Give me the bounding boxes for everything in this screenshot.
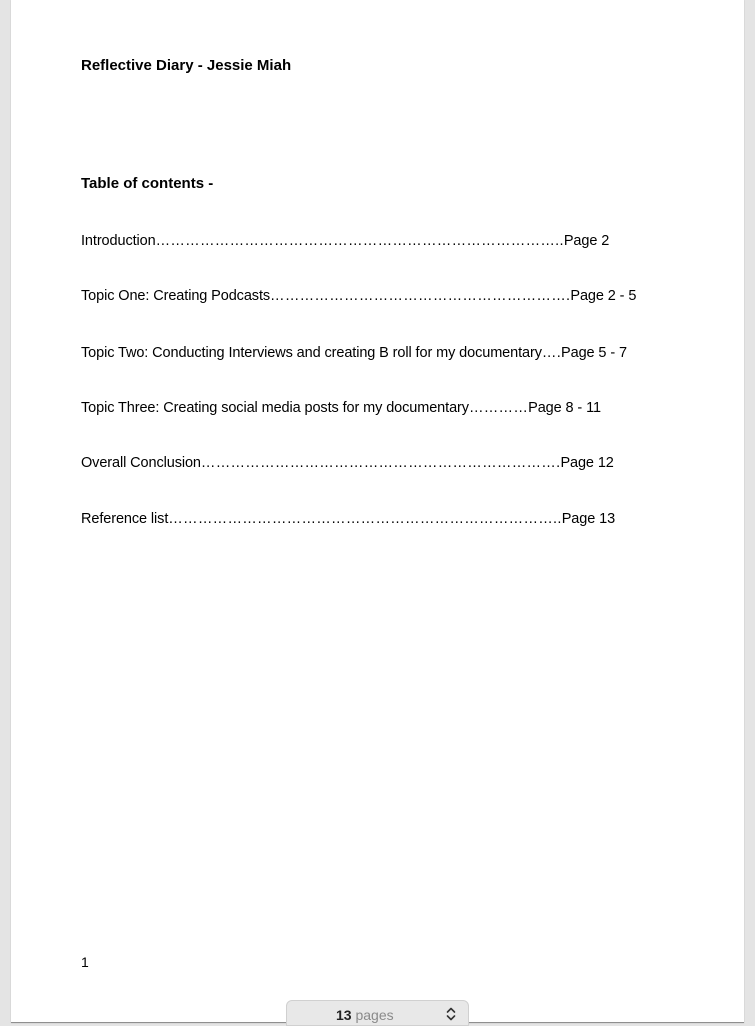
toc-entry-page: Page 12: [560, 455, 614, 471]
toc-entry-page: Page 2: [563, 233, 610, 249]
toc-entry-reference-list: [81, 511, 615, 527]
toc-entry-topic-one: [81, 288, 636, 304]
document-page: [11, 0, 744, 1023]
toc-entry-label: Topic Two: Conducting Interviews and creating B roll for my documentary: [81, 345, 542, 361]
toc-leader-dots: ………………………………………………………………………..: [155, 233, 564, 249]
toc-entry-overall-conclusion: [81, 455, 614, 471]
toc-entry-page: Page 2 - 5: [570, 288, 637, 304]
toc-entry-page: Page 8 - 11: [528, 400, 601, 416]
toc-entry-label: Reference list: [81, 511, 169, 527]
up-down-chevron-icon[interactable]: [445, 1006, 457, 1022]
toc-leader-dots: …………………………………………………….: [270, 288, 571, 304]
toc-leader-dots: ……………………………………………………………….: [200, 455, 561, 471]
toc-entry-topic-three: [81, 400, 601, 416]
toc-entry-page: Page 13: [561, 511, 616, 527]
toc-heading: Table of contents -: [81, 175, 214, 192]
document-title: Reflective Diary - Jessie Miah: [81, 57, 292, 74]
toc-entry-page: Page 5 - 7: [561, 345, 627, 361]
page-count-suffix: pages: [355, 1007, 394, 1023]
page-count-selector[interactable]: [286, 1000, 469, 1026]
page-count-text: [336, 1007, 394, 1023]
toc-leader-dots: ……………………………………………………………………..: [168, 511, 562, 527]
toc-entry-label: Introduction: [81, 233, 156, 249]
toc-entry-label: Topic One: Creating Podcasts: [81, 288, 271, 304]
page-count-number: 13: [336, 1007, 352, 1023]
toc-entry-label: Topic Three: Creating social media posts for my documentary: [81, 400, 469, 416]
page-number: 1: [81, 954, 89, 970]
toc-entry-topic-two: [81, 345, 627, 361]
toc-entry-introduction: [81, 233, 609, 249]
toc-entry-label: Overall Conclusion: [81, 455, 201, 471]
toc-leader-dots: …………: [468, 400, 529, 416]
toc-leader-dots: ….: [541, 345, 562, 361]
